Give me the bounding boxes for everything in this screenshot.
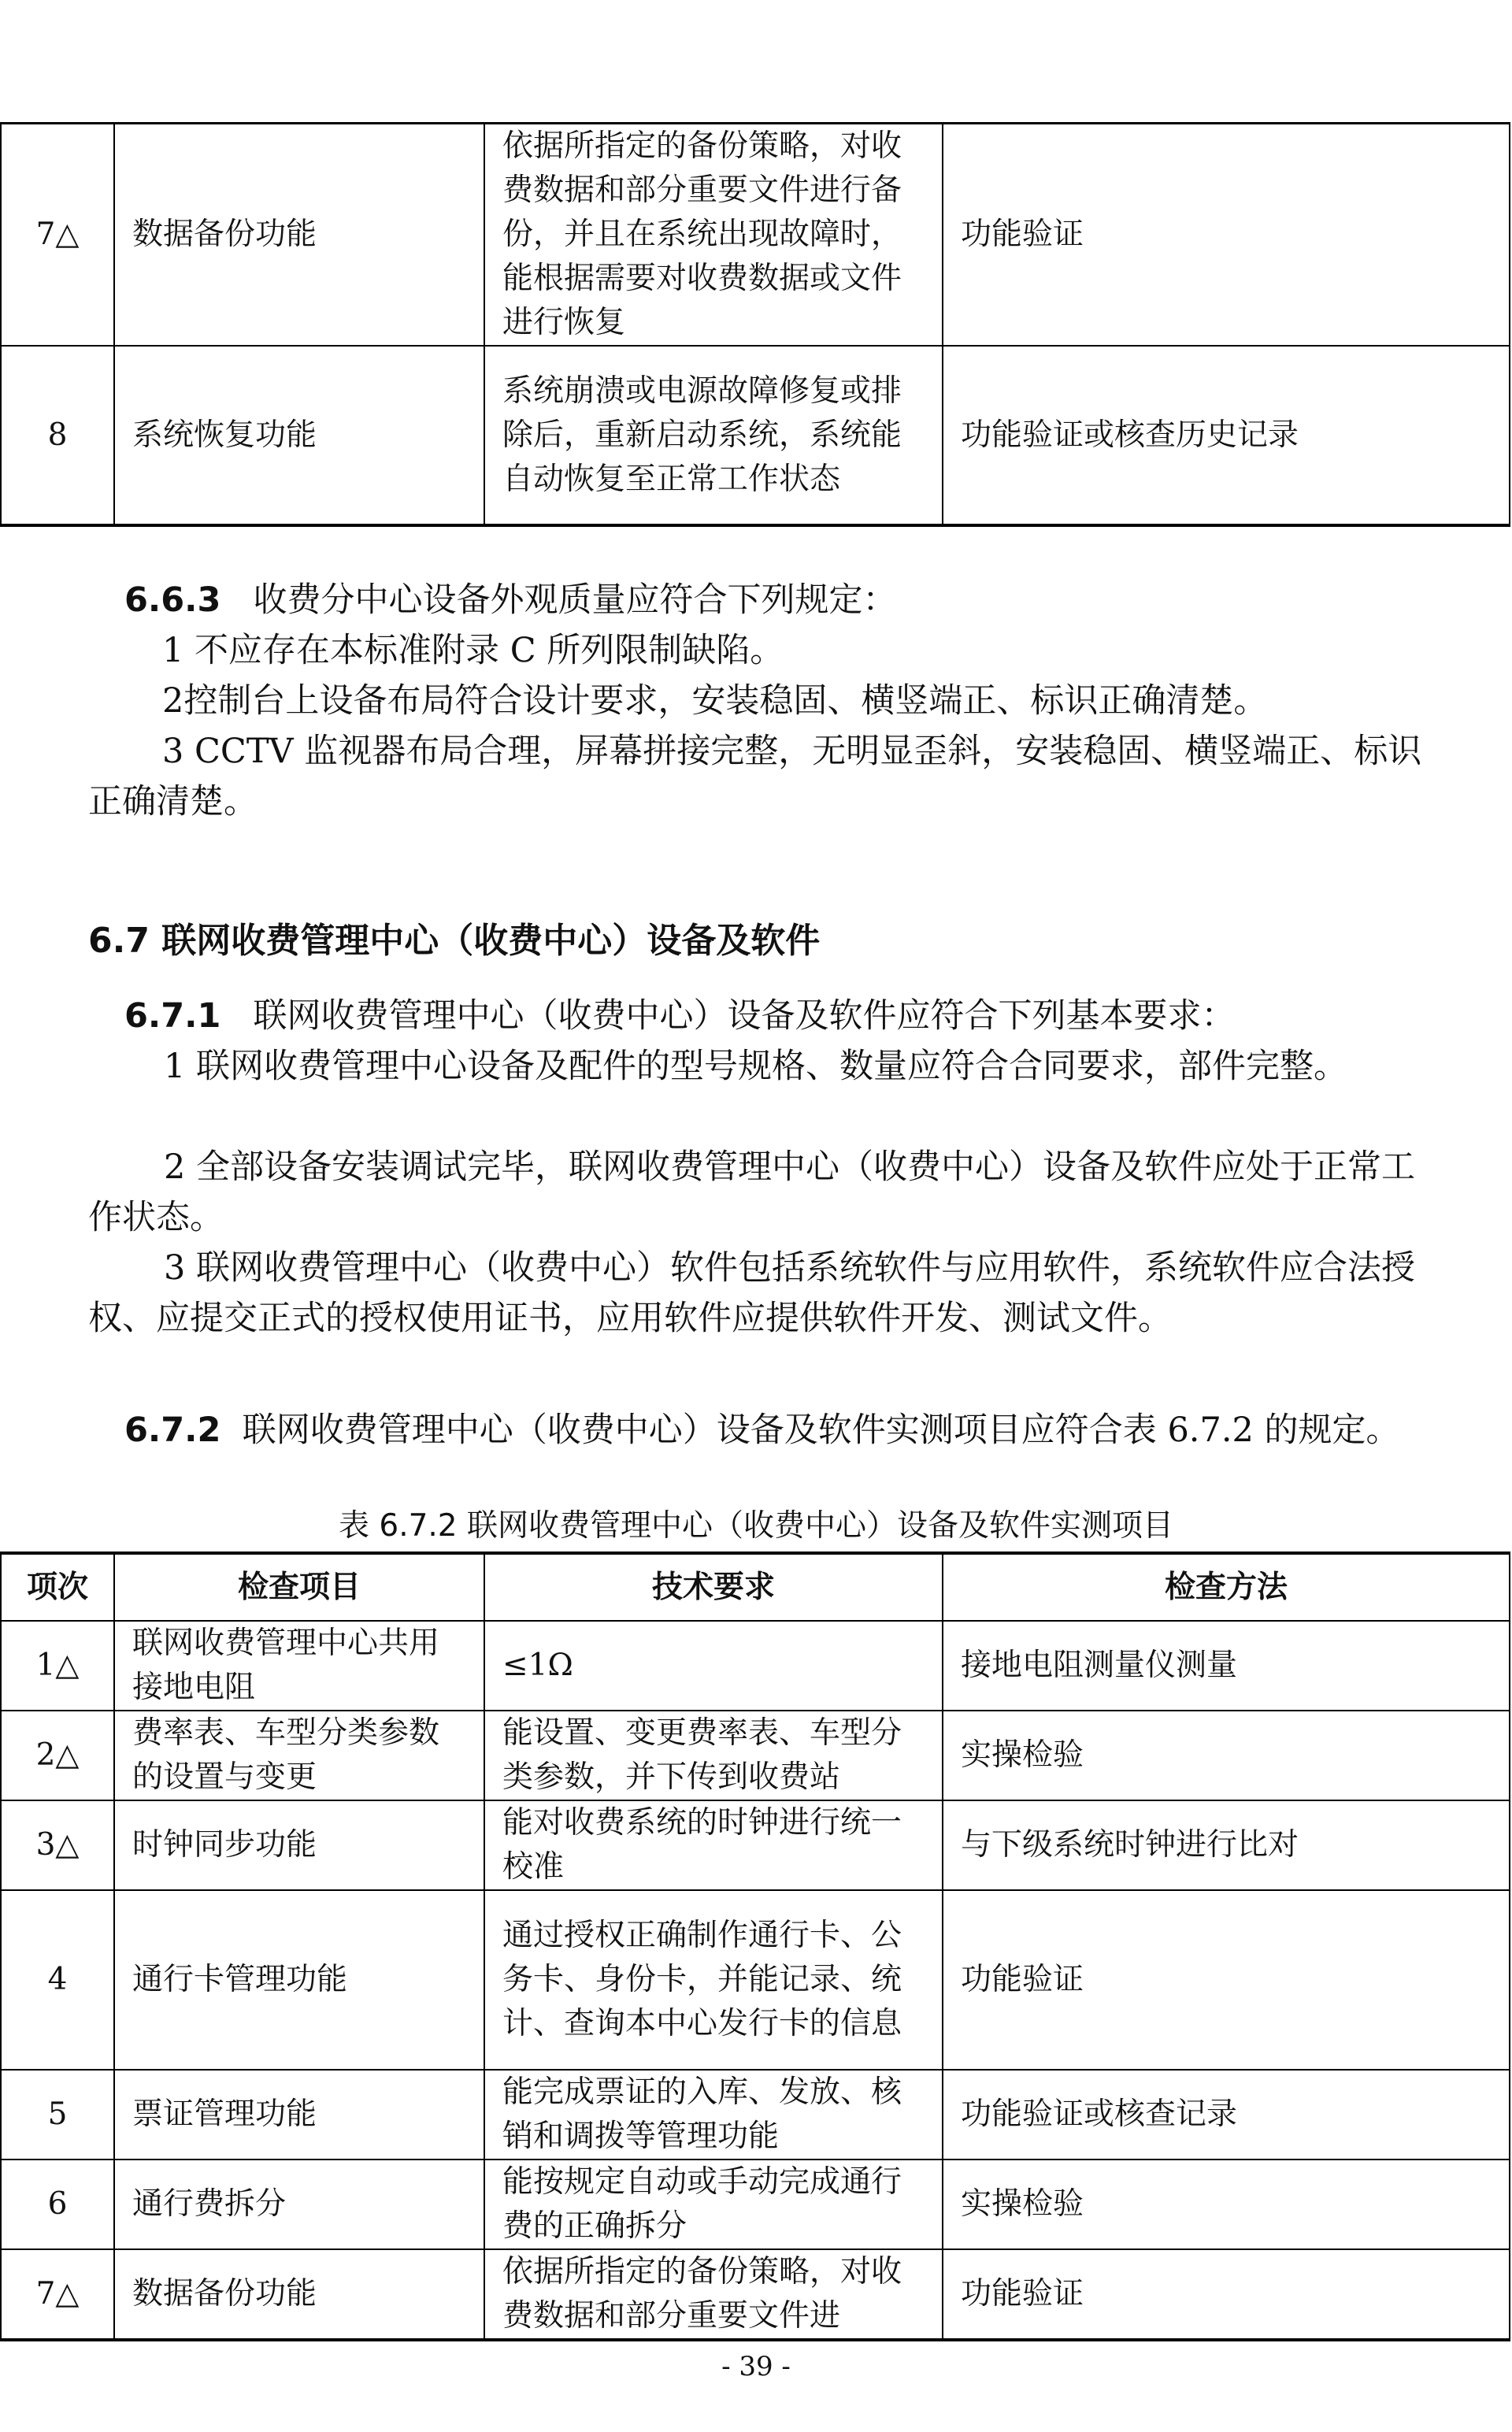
clause-6-6-3 — [124, 575, 1463, 625]
clause-number: 6.6.3 — [124, 580, 221, 620]
table-row — [1, 346, 1510, 525]
row-number: 7△ — [1, 124, 114, 347]
table-header-row — [1, 1553, 1510, 1621]
row-number: 5 — [1, 2070, 114, 2160]
technical-requirement: ≤1Ω — [484, 1621, 943, 1711]
inspection-method: 功能验证 — [943, 2249, 1510, 2340]
row-number: 1△ — [1, 1621, 114, 1711]
inspection-method: 与下级系统时钟进行比对 — [943, 1800, 1510, 1890]
inspection-item: 联网收费管理中心共用接地电阻 — [114, 1621, 484, 1711]
header-no: 项次 — [1, 1553, 114, 1621]
clause-item: 1 不应存在本标准附录 C 所列限制缺陷。 — [162, 631, 784, 670]
header-method: 检查方法 — [943, 1553, 1510, 1621]
inspection-table — [0, 1552, 1510, 2341]
header-item: 检查项目 — [114, 1553, 484, 1621]
table-row — [1, 1711, 1510, 1800]
inspection-method: 功能验证或核查记录 — [943, 2070, 1510, 2160]
row-number: 3△ — [1, 1800, 114, 1890]
row-number: 6 — [1, 2160, 114, 2249]
technical-requirement: 能完成票证的入库、发放、核销和调拨等管理功能 — [484, 2070, 943, 2160]
row-number: 4 — [1, 1890, 114, 2070]
clause-item: 2控制台上设备布局符合设计要求，安装稳固、横竖端正、标识正确清楚。 — [162, 681, 1268, 721]
clause-item: 3 CCTV 监视器布局合理，屏幕拼接完整，无明显歪斜，安装稳固、横竖端正、标识正确清楚。 — [88, 732, 1422, 821]
inspection-item: 数据备份功能 — [114, 124, 484, 347]
inspection-method: 功能验证 — [943, 124, 1510, 347]
technical-requirement: 依据所指定的备份策略，对收费数据和部分重要文件进 — [484, 2249, 943, 2340]
table-row — [1, 1621, 1510, 1711]
clause-text: 联网收费管理中心（收费中心）设备及软件实测项目应符合表 6.7.2 的规定。 — [242, 1411, 1400, 1450]
clause-lead: 收费分中心设备外观质量应符合下列规定： — [253, 580, 897, 620]
clause-6-7-2 — [88, 1405, 1427, 1455]
page-number: - 39 - — [721, 2351, 791, 2382]
clause-item: 2 全部设备安装调试完毕，联网收费管理中心（收费中心）设备及软件应处于正常工作状态。 — [88, 1147, 1416, 1237]
table-row — [1, 124, 1510, 347]
table-row — [1, 1890, 1510, 2070]
inspection-item: 票证管理功能 — [114, 2070, 484, 2160]
row-number: 2△ — [1, 1711, 114, 1800]
clause-item: 1 联网收费管理中心设备及配件的型号规格、数量应符合合同要求，部件完整。 — [164, 1047, 1348, 1086]
technical-requirement: 能对收费系统的时钟进行统一校准 — [484, 1800, 943, 1890]
inspection-method: 接地电阻测量仪测量 — [943, 1621, 1510, 1711]
inspection-item: 数据备份功能 — [114, 2249, 484, 2340]
technical-requirement: 依据所指定的备份策略，对收费数据和部分重要文件进行备份，并且在系统出现故障时，能根据需要对收费数据或文件进行恢复 — [484, 124, 943, 347]
inspection-item: 通行卡管理功能 — [114, 1890, 484, 2070]
technical-requirement: 系统崩溃或电源故障修复或排除后，重新启动系统，系统能自动恢复至正常工作状态 — [484, 346, 943, 525]
clause-lead: 联网收费管理中心（收费中心）设备及软件应符合下列基本要求： — [253, 996, 1236, 1036]
table-caption: 表 6.7.2 联网收费管理中心（收费中心）设备及软件实测项目 — [338, 1508, 1174, 1544]
row-number: 7△ — [1, 2249, 114, 2340]
table-row — [1, 2070, 1510, 2160]
table-row — [1, 2249, 1510, 2340]
header-requirement: 技术要求 — [484, 1553, 943, 1621]
technical-requirement: 通过授权正确制作通行卡、公务卡、身份卡，并能记录、统计、查询本中心发行卡的信息 — [484, 1890, 943, 2070]
technical-requirement: 能按规定自动或手动完成通行费的正确拆分 — [484, 2160, 943, 2249]
table-row — [1, 1800, 1510, 1890]
inspection-item: 时钟同步功能 — [114, 1800, 484, 1890]
inspection-item: 通行费拆分 — [114, 2160, 484, 2249]
clause-6-7-1 — [124, 991, 1463, 1041]
technical-requirement: 能设置、变更费率表、车型分类参数，并下传到收费站 — [484, 1711, 943, 1800]
inspection-item: 费率表、车型分类参数的设置与变更 — [114, 1711, 484, 1800]
inspection-method: 功能验证 — [943, 1890, 1510, 2070]
section-title: 6.7 联网收费管理中心（收费中心）设备及软件 — [88, 921, 821, 961]
clause-number: 6.7.2 — [124, 1411, 221, 1450]
clause-number: 6.7.1 — [124, 996, 221, 1036]
inspection-item: 系统恢复功能 — [114, 346, 484, 525]
inspection-method: 实操检验 — [943, 2160, 1510, 2249]
inspection-method: 实操检验 — [943, 1711, 1510, 1800]
clause-item: 3 联网收费管理中心（收费中心）软件包括系统软件与应用软件，系统软件应合法授权、应提交正式的授权使用证书，应用软件应提供软件开发、测试文件。 — [88, 1248, 1416, 1338]
row-number: 8 — [1, 346, 114, 525]
inspection-method: 功能验证或核查历史记录 — [943, 346, 1510, 525]
continued-inspection-table — [0, 122, 1510, 527]
table-row — [1, 2160, 1510, 2249]
